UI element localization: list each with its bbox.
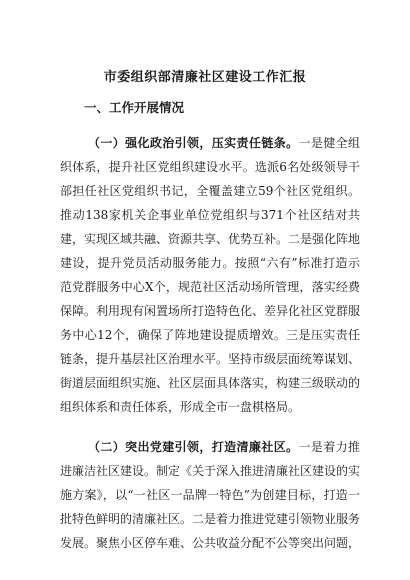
paragraph-2-lead: （二）突出党建引领，打造清廉社区。 — [88, 440, 299, 454]
paragraph-2 — [60, 435, 360, 555]
paragraph-1-lead: （一）强化政治引领，压实责任链条。 — [88, 136, 299, 150]
paragraph-1 — [60, 131, 360, 419]
paragraph-1-body: 一是健全组织体系，提升社区党组织建设水平。选派6名处级领导干部担任社区党组织书记，全覆盖建立59个社区党组织。推动138家机关企事业单位党组织与371个社区结对共建，实现区域共融、资源共享、优势互补。二是强化阵地建设，提升党员活动服务能力。按照“六有”标准打造示范党群服务中心X个，规范社区活动场所管理，落实经费保障。利用现有闲置场所打造特色化、差异化社区党群服务中心12个，确保了阵地建设提质增效。三是压实责任链条，提升基层社区治理水平。坚持市级层面统筹谋划、街道层面组织实施、社区层面具体落实，构建三级联动的组织体系和责任体系，形成全市一盘棋格局。 — [60, 136, 361, 414]
section-heading: 一、工作开展情况 — [84, 100, 185, 115]
document-title: 市委组织部清廉社区建设工作汇报 — [103, 70, 307, 85]
paragraph-2-body: 一是着力推进廉洁社区建设。制定《关于深入推进清廉社区建设的实施方案》，以“一社区一品牌一特色”为创建目标，打造一批特色鲜明的清廉社区。二是着力推进党建引领物业服务发展。聚焦小区停车难、公共收益分配不公等突出问题， — [60, 440, 361, 550]
